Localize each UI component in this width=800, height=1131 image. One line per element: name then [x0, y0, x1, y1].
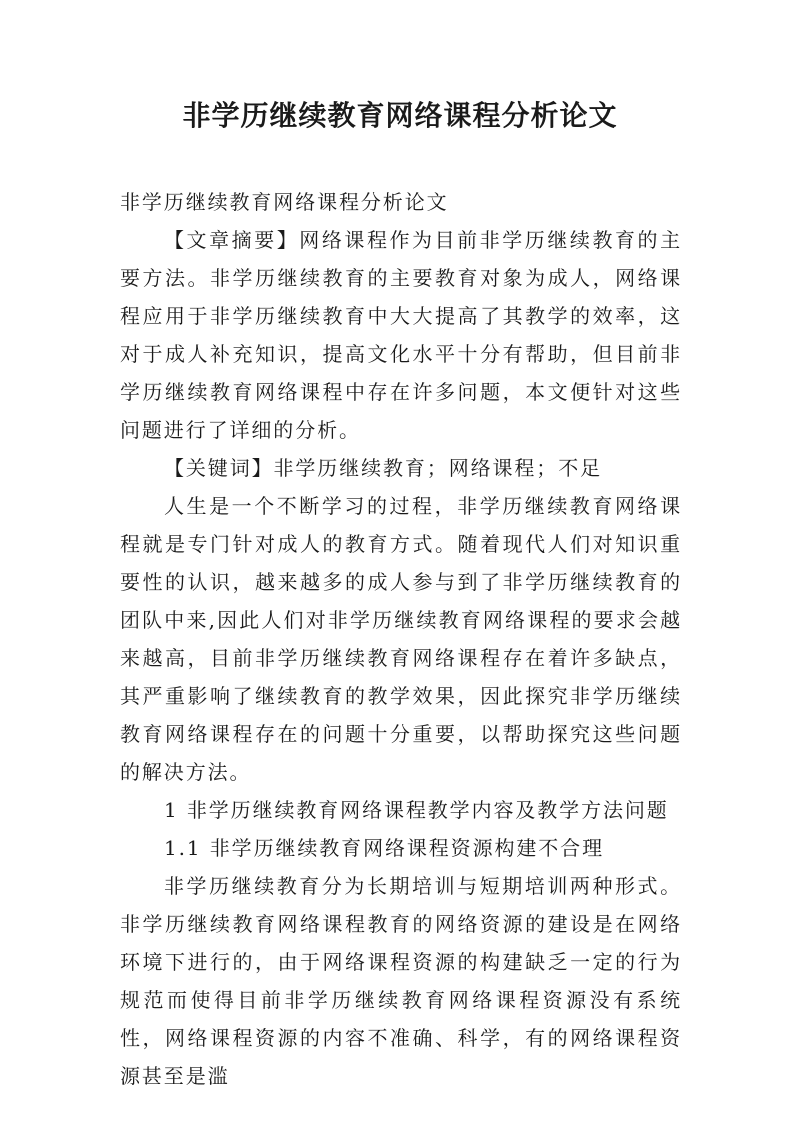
intro-paragraph: 人生是一个不断学习的过程，非学历继续教育网络课程就是专门针对成人的教育方式。随着现代人们对知识重要性的认识，越来越多的成人参与到了非学历继续教育的团队中来,因此人们对非学历继续教育网络课程的要求会越来越高，目前非学历继续教育网络课程存在着许多缺点，其严重影响了继续教育的教学效果，因此探究非学历继续教育网络课程存在的问题十分重要，以帮助探究这些问题的解决方法。: [120, 494, 682, 784]
body-paragraph: 非学历继续教育分为长期培训与短期培训两种形式。非学历继续教育网络课程教育的网络资源的建设是在网络环境下进行的，由于网络课程资源的构建缺乏一定的行为规范而使得目前非学历继续教育网络课程资源没有系统性，网络课程资源的内容不准确、科学，有的网络课程资源甚至是滥: [120, 874, 682, 1088]
abstract-paragraph: 【文章摘要】网络课程作为目前非学历继续教育的主要方法。非学历继续教育的主要教育对象为成人，网络课程应用于非学历继续教育中大大提高了其教学的效率，这对于成人补充知识，提高文化水平十分有帮助，但目前非学历继续教育网络课程中存在许多问题，本文便针对这些问题进行了详细的分析。: [120, 228, 682, 442]
document-body: [120, 183, 682, 1095]
document-title: 非学历继续教育网络课程分析论文: [182, 99, 618, 132]
section-heading: 1 非学历继续教育网络课程教学内容及教学方法问题: [164, 798, 669, 822]
keywords-paragraph: 【关键词】非学历继续教育；网络课程；不足: [164, 456, 602, 480]
subtitle-paragraph: 非学历继续教育网络课程分析论文: [120, 190, 449, 214]
subsection-heading: 1.1 非学历继续教育网络课程资源构建不合理: [164, 836, 604, 860]
